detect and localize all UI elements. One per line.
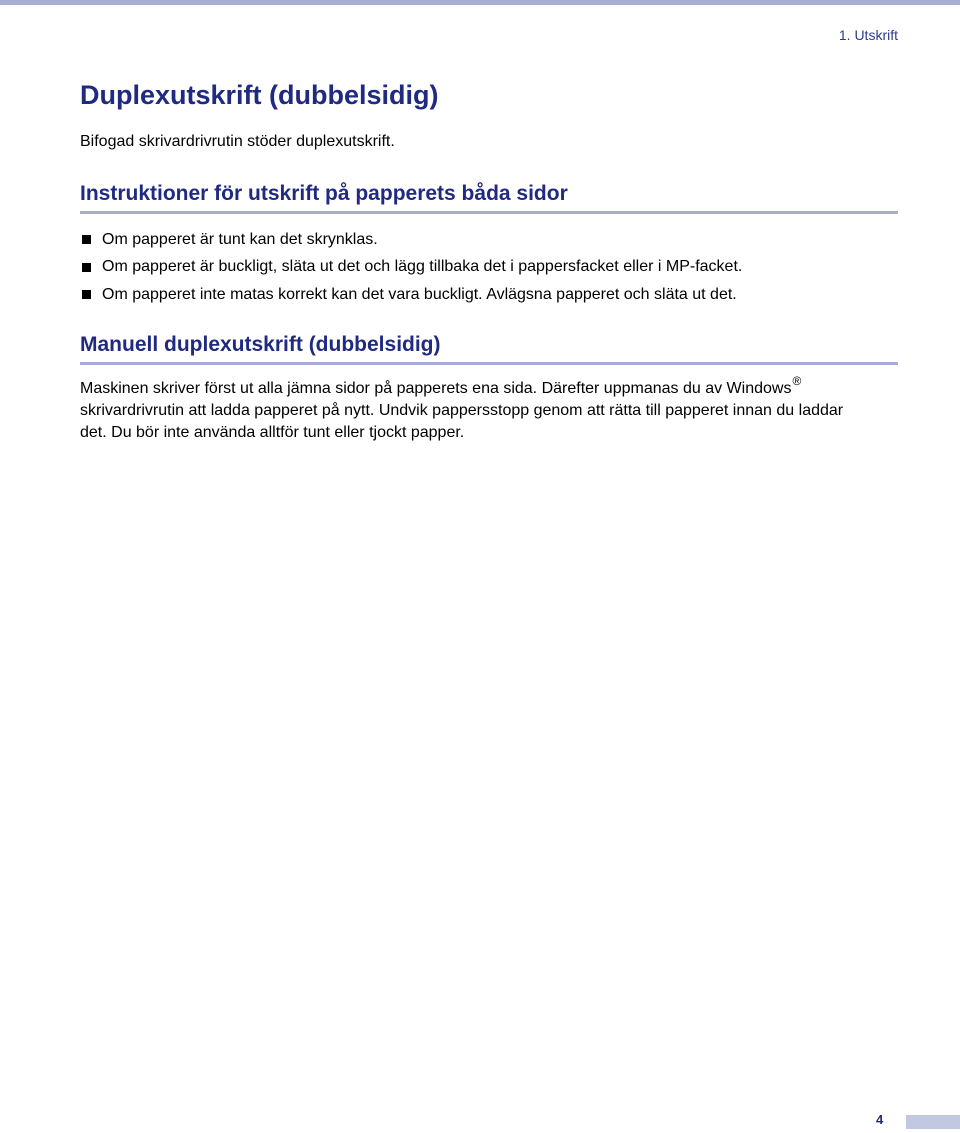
list-item-text: Om papperet inte matas korrekt kan det vara buckligt. Avlägsna papperet och släta ut det. xyxy=(102,285,737,303)
footer-bar xyxy=(906,1115,960,1129)
list-item xyxy=(82,226,742,254)
manual-duplex-paragraph xyxy=(80,374,910,444)
paragraph-line xyxy=(80,374,910,400)
square-bullet-icon xyxy=(82,263,91,272)
intro-text: Bifogad skrivardrivrutin stöder duplexutskrift. xyxy=(80,133,395,150)
list-item-text: Om papperet är tunt kan det skrynklas. xyxy=(102,230,378,248)
square-bullet-icon xyxy=(82,290,91,299)
page-title: Duplexutskrift (dubbelsidig) xyxy=(80,80,439,110)
paragraph-line-text: Maskinen skriver först ut alla jämna sidor på papperets ena sida. Därefter uppmanas du av Windows xyxy=(80,380,792,397)
paragraph-line: det. Du bör inte använda alltför tunt eller tjockt papper. xyxy=(80,424,465,441)
top-rule xyxy=(0,0,960,5)
list-item-text: Om papperet är buckligt, släta ut det och lägg tillbaka det i pappersfacket eller i MP-facket. xyxy=(102,258,743,276)
square-bullet-icon xyxy=(82,235,91,244)
section-heading-manual-duplex: Manuell duplexutskrift (dubbelsidig) xyxy=(80,333,441,356)
registered-mark: ® xyxy=(792,374,802,388)
section-rule xyxy=(80,362,898,365)
section-rule xyxy=(80,211,898,214)
bullet-list xyxy=(82,226,742,309)
list-item xyxy=(82,281,742,309)
page-number: 4 xyxy=(876,1112,884,1127)
chapter-label: 1. Utskrift xyxy=(838,27,898,43)
list-item xyxy=(82,254,742,282)
section-heading-instructions: Instruktioner för utskrift på papperets båda sidor xyxy=(80,182,568,205)
paragraph-line: skrivardrivrutin att ladda papperet på nytt. Undvik pappersstopp genom att rätta till papperet innan du laddar xyxy=(80,402,844,419)
